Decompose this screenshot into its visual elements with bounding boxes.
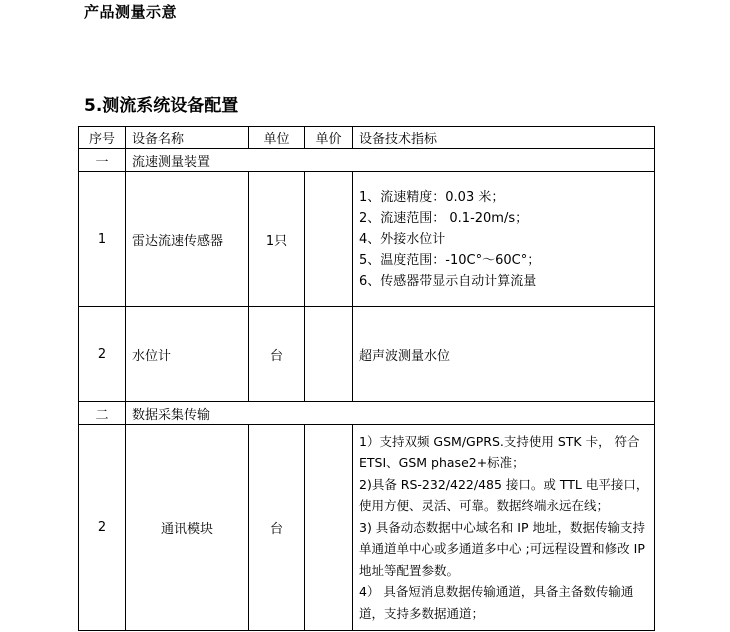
header-specs: 设备技术指标	[353, 127, 655, 149]
product-measurement-heading: 产品测量示意	[84, 3, 178, 21]
spec-item: 2)具备 RS-232/422/485 接口。或 TTL 电平接口，使用方便、灵活、可靠。数据终端永远在线；	[359, 476, 649, 514]
row-index: 2	[79, 425, 126, 631]
spec-item: 3) 具备动态数据中心域名和 IP 地址，数据传输支持单通道单中心或多通道多中心 ;可远程设置和修改 IP 地址等配置参数。	[359, 519, 645, 578]
section-title: 流速测量装置	[126, 149, 655, 172]
spec-item: 4） 具备短消息数据传输通道，具备主备数传输通道，支持多数据通道；	[359, 584, 634, 621]
spec-item: 2、流速范围： 0.1-20m/s；	[359, 210, 529, 226]
section-title: 数据采集传输	[126, 402, 655, 425]
row-price	[305, 172, 353, 307]
header-index: 序号	[79, 127, 126, 149]
table-row	[79, 425, 655, 631]
row-index: 1	[79, 172, 126, 307]
spec-item: 1、流速精度：0.03 米；	[359, 189, 505, 205]
row-unit: 1只	[249, 172, 305, 307]
row-index: 2	[79, 307, 126, 402]
equipment-table	[78, 126, 655, 631]
row-price	[305, 425, 353, 631]
row-specs: 超声波测量水位	[353, 307, 655, 402]
header-name: 设备名称	[126, 127, 249, 149]
row-unit: 台	[249, 307, 305, 402]
row-name: 雷达流速传感器	[126, 172, 249, 307]
header-price: 单价	[305, 127, 353, 149]
header-unit: 单位	[249, 127, 305, 149]
row-name: 水位计	[126, 307, 249, 402]
table-row	[79, 307, 655, 402]
section-index: 一	[79, 149, 126, 172]
spec-list	[353, 431, 654, 625]
row-price	[305, 307, 353, 402]
row-name: 通讯模块	[126, 425, 249, 631]
row-specs	[353, 172, 655, 307]
section-index: 二	[79, 402, 126, 425]
section-row	[79, 402, 655, 425]
row-specs	[353, 425, 655, 631]
table-header-row	[79, 127, 655, 149]
section-heading: 5.测流系统设备配置	[84, 96, 239, 116]
spec-list	[353, 187, 654, 292]
spec-item: 1）支持双频 GSM/GPRS.支持使用 STK 卡， 符合 ETSI、GSM phase2+标准；	[359, 433, 640, 471]
spec-item: 4、外接水位计	[359, 231, 446, 247]
spec-item: 5、温度范围：-10C°～60C°；	[359, 252, 541, 268]
row-unit: 台	[249, 425, 305, 631]
table-row	[79, 172, 655, 307]
spec-item: 6、传感器带显示自动计算流量	[359, 273, 537, 289]
section-row	[79, 149, 655, 172]
